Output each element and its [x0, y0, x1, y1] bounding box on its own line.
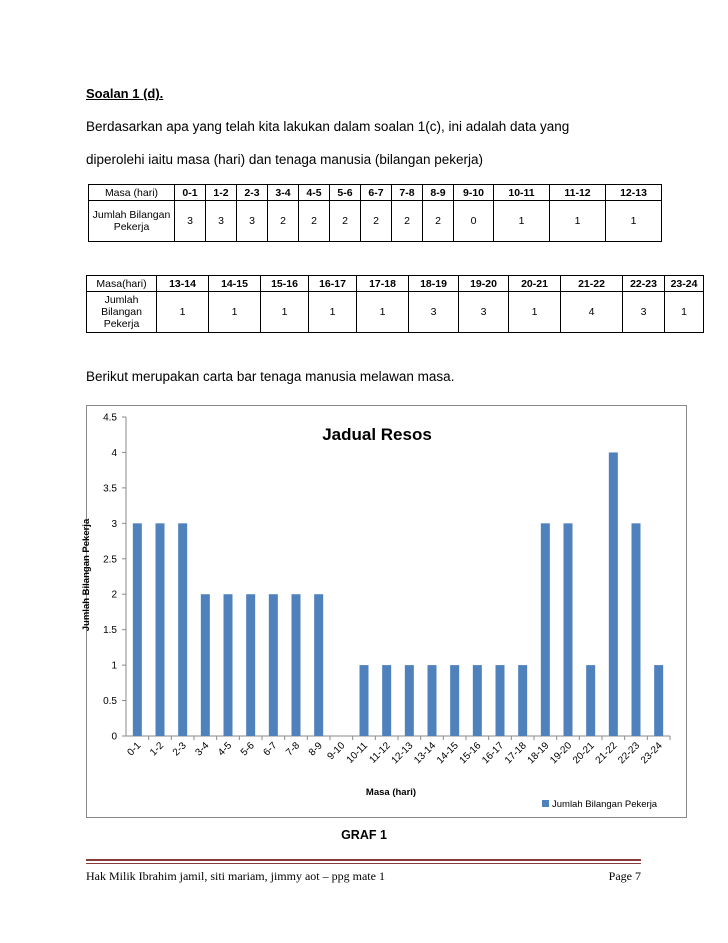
- bar-7-8: [292, 594, 301, 736]
- table-header-cell: 8-9: [423, 185, 454, 201]
- x-tick-label: 4-5: [216, 740, 235, 759]
- bar-17-18: [518, 665, 527, 736]
- x-tick-label: 13-14: [412, 740, 439, 767]
- table-header-cell: 12-13: [606, 185, 662, 201]
- table-value-cell: 3: [623, 292, 665, 333]
- x-tick-label: 10-11: [344, 740, 371, 766]
- table-header-cell: 7-8: [392, 185, 423, 201]
- table-value-cell: 0: [454, 201, 494, 242]
- legend-entry: Jumlah Bilangan Pekerja: [552, 799, 658, 810]
- table-header-cell: 17-18: [357, 276, 409, 292]
- y-tick-label: 1: [111, 660, 117, 672]
- table-header-cell: 6-7: [361, 185, 392, 201]
- table-value-cell: 2: [361, 201, 392, 242]
- table-header-cell: 10-11: [494, 185, 550, 201]
- intro-paragraph-line-1: Berdasarkan apa yang telah kita lakukan dalam soalan 1(c), ini adalah data yang: [86, 119, 570, 134]
- figure-caption: GRAF 1: [341, 828, 387, 842]
- table-header-cell: 16-17: [309, 276, 357, 292]
- x-tick-label: 21-22: [593, 740, 620, 767]
- chart-intro-text: Berikut merupakan carta bar tenaga manusia melawan masa.: [86, 369, 455, 384]
- table-value-cell: 3: [206, 201, 237, 242]
- table-header-cell: 3-4: [268, 185, 299, 201]
- x-tick-label: 22-23: [616, 740, 643, 767]
- y-tick-label: 4: [111, 447, 117, 459]
- table-header-cell: 4-5: [299, 185, 330, 201]
- bar-3-4: [201, 594, 210, 736]
- table-value-cell: 2: [330, 201, 361, 242]
- y-tick-label: 3: [111, 518, 117, 530]
- table-header-cell: 23-24: [665, 276, 704, 292]
- x-tick-label: 15-16: [457, 740, 484, 767]
- bar-20-21: [586, 665, 595, 736]
- table-value-cell: 1: [309, 292, 357, 333]
- table-value-cell: 1: [157, 292, 209, 333]
- x-tick-label: 2-3: [170, 740, 189, 759]
- bar-0-1: [133, 523, 142, 736]
- table-value-row: [87, 292, 704, 333]
- bar-23-24: [654, 665, 663, 736]
- table-value-cell: 1: [261, 292, 309, 333]
- table-header-label: Masa(hari): [87, 276, 157, 292]
- bar-2-3: [178, 523, 187, 736]
- y-tick-label: 0.5: [103, 696, 117, 708]
- table-value-cell: 1: [357, 292, 409, 333]
- table-value-row: [89, 201, 662, 242]
- table-value-cell: 1: [606, 201, 662, 242]
- table-header-cell: 5-6: [330, 185, 361, 201]
- bar-10-11: [360, 665, 369, 736]
- legend-swatch: [542, 800, 549, 807]
- bar-5-6: [246, 594, 255, 736]
- x-tick-label: 11-12: [367, 740, 393, 766]
- bar-6-7: [269, 594, 278, 736]
- x-tick-label: 12-13: [389, 740, 416, 767]
- table-header-cell: 18-19: [409, 276, 459, 292]
- bar-18-19: [541, 523, 550, 736]
- table-header-cell: 9-10: [454, 185, 494, 201]
- table-header-cell: 1-2: [206, 185, 237, 201]
- x-tick-label: 8-9: [306, 740, 325, 759]
- y-tick-label: 2: [111, 589, 117, 601]
- x-tick-label: 18-19: [525, 740, 552, 767]
- x-tick-label: 20-21: [570, 740, 597, 767]
- bar-19-20: [564, 523, 573, 736]
- footer-rule-thick: [86, 859, 641, 861]
- x-tick-label: 9-10: [325, 740, 348, 763]
- bar-chart: [0, 400, 728, 820]
- table-value-cell: 1: [494, 201, 550, 242]
- data-table-1: [88, 184, 662, 242]
- table-value-cell: 2: [392, 201, 423, 242]
- table-value-cell: 3: [459, 292, 509, 333]
- y-tick-label: 2.5: [103, 554, 117, 566]
- y-tick-label: 0: [111, 731, 117, 743]
- table-value-cell: 3: [237, 201, 268, 242]
- x-tick-label: 16-17: [480, 740, 507, 767]
- table-value-cell: 1: [550, 201, 606, 242]
- table-value-cell: 1: [509, 292, 561, 333]
- x-tick-label: 3-4: [193, 740, 212, 759]
- x-tick-label: 7-8: [284, 740, 303, 759]
- footer-rule-thin: [86, 863, 641, 864]
- bar-4-5: [224, 594, 233, 736]
- bar-12-13: [405, 665, 414, 736]
- x-tick-label: 1-2: [148, 740, 167, 759]
- bar-15-16: [473, 665, 482, 736]
- table-header-cell: 21-22: [561, 276, 623, 292]
- table-header-cell: 13-14: [157, 276, 209, 292]
- table-header-cell: 0-1: [175, 185, 206, 201]
- y-tick-label: 1.5: [103, 625, 117, 637]
- x-tick-label: 23-24: [638, 740, 665, 767]
- data-table-2: [86, 275, 704, 333]
- table-row-label: Jumlah Bilangan Pekerja: [89, 201, 175, 242]
- chart-title: Jadual Resos: [322, 425, 432, 444]
- table-header-row: [89, 185, 662, 201]
- x-tick-label: 14-15: [434, 740, 461, 767]
- bar-21-22: [609, 452, 618, 736]
- table-header-label: Masa (hari): [89, 185, 175, 201]
- bar-16-17: [496, 665, 505, 736]
- y-tick-label: 4.5: [103, 412, 117, 424]
- x-tick-label: 5-6: [238, 740, 257, 759]
- x-tick-label: 19-20: [548, 740, 575, 767]
- table-value-cell: 2: [423, 201, 454, 242]
- footer-text: Hak Milik Ibrahim jamil, siti mariam, jimmy aot – ppg mate 1: [86, 869, 385, 883]
- table-header-cell: 14-15: [209, 276, 261, 292]
- table-value-cell: 1: [665, 292, 704, 333]
- table-value-cell: 4: [561, 292, 623, 333]
- x-tick-label: 17-18: [502, 740, 529, 767]
- bar-13-14: [428, 665, 437, 736]
- table-header-row: [87, 276, 704, 292]
- table-value-cell: 2: [299, 201, 330, 242]
- y-tick-label: 3.5: [103, 483, 117, 495]
- table-header-cell: 22-23: [623, 276, 665, 292]
- bar-22-23: [632, 523, 641, 736]
- bar-8-9: [314, 594, 323, 736]
- bar-14-15: [450, 665, 459, 736]
- table-value-cell: 2: [268, 201, 299, 242]
- table-header-cell: 11-12: [550, 185, 606, 201]
- table-row-label: Jumlah Bilangan Pekerja: [87, 292, 157, 333]
- bar-11-12: [382, 665, 391, 736]
- table-value-cell: 1: [209, 292, 261, 333]
- x-axis-label: Masa (hari): [365, 787, 417, 798]
- x-tick-label: 6-7: [261, 740, 280, 759]
- table-header-cell: 2-3: [237, 185, 268, 201]
- bar-1-2: [156, 523, 165, 736]
- table-value-cell: 3: [175, 201, 206, 242]
- table-value-cell: 3: [409, 292, 459, 333]
- table-header-cell: 20-21: [509, 276, 561, 292]
- intro-paragraph-line-2: diperolehi iaitu masa (hari) dan tenaga manusia (bilangan pekerja): [86, 152, 483, 167]
- x-tick-label: 0-1: [125, 740, 144, 759]
- table-header-cell: 19-20: [459, 276, 509, 292]
- question-heading: Soalan 1 (d).: [86, 86, 164, 101]
- table-header-cell: 15-16: [261, 276, 309, 292]
- y-axis-label: Jumlah Bilangan Pekerja: [81, 518, 92, 632]
- page-number: Page 7: [608, 869, 641, 883]
